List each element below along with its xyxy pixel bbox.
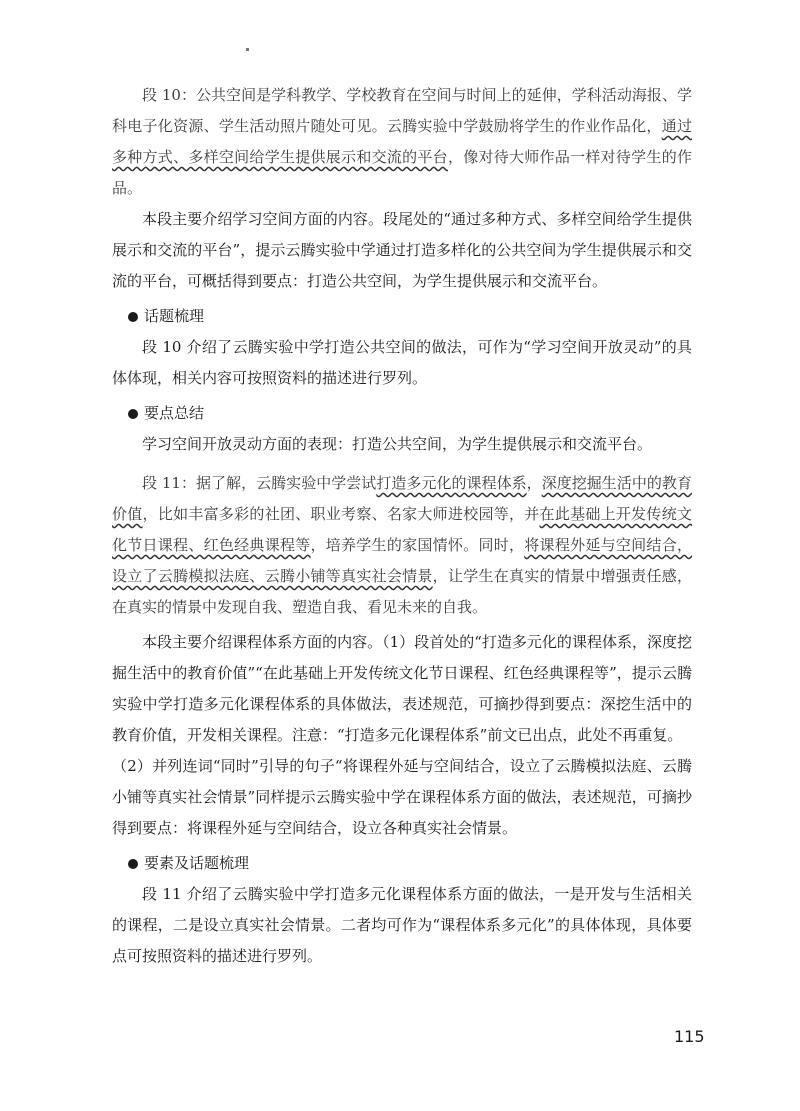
underlined-phrase: 通过多种方式、多样空间给学生提供展示和交流的平台	[112, 117, 692, 166]
heading-text: 要素及话题梳理	[144, 854, 250, 872]
para11-text: ，	[526, 474, 542, 492]
para10-text: 段 10：公共空间是学科教学、学校教育在空间与时间上的延伸，学科活动海报、学科电子化资源、学生活动照片随处可见。云腾实验中学鼓励将学生的作业作品化，	[112, 86, 692, 135]
underlined-phrase: 打造多元化的课程体系	[376, 474, 527, 492]
topic-paragraph-11: 段 11 介绍了云腾实验中学打造多元化课程体系方面的做法，一是开发与生活相关的课程，二是设立真实社会情景。二者均可作为“课程体系多元化”的具体体现，具体要点可按照资料的描述进行罗列。	[112, 885, 692, 965]
analysis-paragraph-11b: （2）并列连词“同时”引导的句子“将课程外延与空间结合，设立了云腾模拟法庭、云腾小铺等真实社会情景”同样提示云腾实验中学在课程体系方面的做法，表述规范，可摘抄得到要点：将课程外延与空间结合，设立各种真实社会情景。	[112, 757, 692, 837]
page-content	[112, 80, 692, 972]
analysis-paragraph-10: 本段主要介绍学习空间方面的内容。段尾处的“通过多种方式、多样空间给学生提供展示和交流的平台”，提示云腾实验中学通过打造多样化的公共空间为学生提供展示和交流的平台，可概括得到要点：打造公共空间，为学生提供展示和交流平台。	[112, 210, 692, 290]
topic-paragraph-10: 段 10 介绍了云腾实验中学打造公共空间的做法，可作为“学习空间开放灵动”的具体体现，相关内容可按照资料的描述进行罗列。	[112, 338, 692, 387]
bullet-icon	[128, 409, 138, 419]
para11-text: 段 11：据了解，云腾实验中学尝试	[142, 474, 377, 492]
heading-text: 话题梳理	[144, 307, 205, 325]
underlined-phrase: 在此基础上开发传统文化节日课程、红色经典课程等	[112, 505, 692, 554]
para11-text: ，比如丰富多彩的社团、职业考察、名家大师进校园等，并	[142, 505, 540, 523]
page-number: 115	[674, 1027, 705, 1046]
summary-paragraph-10: 学习空间开放灵动方面的表现：打造公共空间，为学生提供展示和交流平台。	[142, 435, 653, 453]
source-paragraph-10	[112, 80, 692, 204]
scan-speck	[246, 48, 249, 51]
para10-text-end: ，像对待大师作品一样对待学生的作品。	[112, 148, 692, 197]
bullet-icon	[128, 312, 138, 322]
analysis-paragraph-11a: 本段主要介绍课程体系方面的内容。（1）段首处的“打造多元化的课程体系，深度挖掘生活中的教育价值”“在此基础上开发传统文化节日课程、红色经典课程等”，提示云腾实验中学打造多元化课程体系的具体做法，表述规范，可摘抄得到要点：深挖生活中的教育价值，开发相关课程。注意：“打造多元化课程体系”前文已出点，此处不再重复。	[112, 633, 692, 744]
heading-text: 要点总结	[144, 404, 205, 422]
underlined-phrase: 深度挖掘生活中的教育价值	[112, 474, 692, 523]
para11-text: ，让学生在真实的情景中增强责任感，在真实的情景中发现自我、塑造自我、看见未来的自我。	[112, 567, 692, 616]
bullet-icon	[128, 859, 138, 869]
para11-text: ，培养学生的家国情怀。同时，	[310, 536, 525, 554]
source-paragraph-11	[112, 468, 692, 623]
section-heading-summary	[112, 398, 692, 429]
underlined-phrase: 将课程外延与空间结合，设立了云腾模拟法庭、云腾小铺等真实社会情景	[112, 536, 692, 585]
section-heading-topic	[112, 301, 692, 332]
section-heading-elements	[112, 848, 692, 879]
